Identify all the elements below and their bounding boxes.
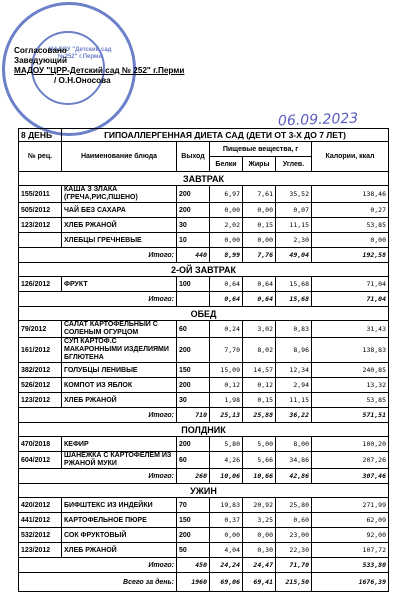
subtotal-calories: 307,46 (312, 469, 389, 484)
grand-total-calories: 1676,39 (312, 573, 389, 592)
approval-block (14, 46, 184, 86)
table-row (19, 203, 389, 218)
subtotal-carbs: 49,04 (276, 248, 312, 263)
protein-value: 15,09 (210, 363, 243, 378)
subtotal-protein: 25,13 (210, 408, 243, 423)
subtotal-output: 710 (177, 408, 210, 423)
subtotal-label: Итого: (19, 558, 177, 573)
calories-value: 13,32 (312, 378, 389, 393)
output-value: 150 (177, 363, 210, 378)
section-row (19, 484, 389, 498)
recipe-number: 526/2012 (19, 378, 62, 393)
fat-value: 0,00 (243, 203, 276, 218)
calories-value: 71,04 (312, 277, 389, 292)
section-row (19, 423, 389, 437)
subtotal-label: Итого: (19, 408, 177, 423)
recipe-number: 161/2012 (19, 338, 62, 363)
subtotal-output: 440 (177, 248, 210, 263)
dish-name: САЛАТ КАРТОФЕЛЬНЫЙ С СОЛЕНЫМ ОГУРЦОМ (62, 321, 177, 338)
subtotal-label: Итого: (19, 292, 177, 307)
carbs-value: 12,34 (276, 363, 312, 378)
subtotal-row (19, 292, 389, 307)
fat-value: 3,02 (243, 321, 276, 338)
table-row (19, 321, 389, 338)
header-carbs: Углев. (276, 157, 312, 172)
subtotal-carbs: 42,86 (276, 469, 312, 484)
calories-value: 53,85 (312, 218, 389, 233)
subtotal-carbs: 71,70 (276, 558, 312, 573)
calories-value: 240,85 (312, 363, 389, 378)
subtotal-fat: 0,64 (243, 292, 276, 307)
grand-total-label: Всего за день: (19, 573, 177, 592)
dish-name: БИФШТЕКС ИЗ ИНДЕЙКИ (62, 498, 177, 513)
carbs-value: 22,30 (276, 543, 312, 558)
calories-value: 0,27 (312, 203, 389, 218)
subtotal-protein: 10,06 (210, 469, 243, 484)
subtotal-calories: 71,04 (312, 292, 389, 307)
section-title: ПОЛДНИК (19, 423, 389, 437)
calories-value: 31,43 (312, 321, 389, 338)
fat-value: 20,92 (243, 498, 276, 513)
protein-value: 7,70 (210, 338, 243, 363)
recipe-number: 126/2012 (19, 277, 62, 292)
fat-value: 0,15 (243, 218, 276, 233)
table-row (19, 452, 389, 469)
carbs-value: 23,00 (276, 528, 312, 543)
protein-value: 0,24 (210, 321, 243, 338)
header-recipe: № рец. (19, 142, 62, 172)
dish-name: СУП КАРТОФ.С МАКАРОННЫМИ ИЗДЕЛИЯМИ БГЛЮТЕНА (62, 338, 177, 363)
table-row (19, 513, 389, 528)
output-value: 30 (177, 393, 210, 408)
carbs-value: 34,86 (276, 452, 312, 469)
protein-value: 2,02 (210, 218, 243, 233)
fat-value: 3,25 (243, 513, 276, 528)
calories-value: 107,72 (312, 543, 389, 558)
subtotal-calories: 192,58 (312, 248, 389, 263)
approval-line-4: / О.Н.Оносова (54, 76, 111, 85)
protein-value: 1,98 (210, 393, 243, 408)
output-value: 200 (177, 378, 210, 393)
protein-value: 5,80 (210, 437, 243, 452)
recipe-number: 532/2012 (19, 528, 62, 543)
section-row (19, 307, 389, 321)
fat-value: 0,00 (243, 233, 276, 248)
carbs-value: 8,96 (276, 338, 312, 363)
protein-value: 6,97 (210, 186, 243, 203)
carbs-value: 0,83 (276, 321, 312, 338)
output-value: 10 (177, 233, 210, 248)
dish-name: КОМПОТ ИЗ ЯБЛОК (62, 378, 177, 393)
dish-name: КАША З ЗЛАКА (ГРЕЧА,РИС,ПШЕНО) (62, 186, 177, 203)
dish-name: ХЛЕБ РЖАНОЙ (62, 218, 177, 233)
header-fat: Жиры (243, 157, 276, 172)
recipe-number: 505/2012 (19, 203, 62, 218)
fat-value: 0,15 (243, 393, 276, 408)
subtotal-row (19, 469, 389, 484)
section-title: ЗАВТРАК (19, 172, 389, 186)
dish-name: КЕФИР (62, 437, 177, 452)
carbs-value: 11,15 (276, 218, 312, 233)
protein-value: 0,12 (210, 378, 243, 393)
header-dish: Наименование блюда (62, 142, 177, 172)
subtotal-carbs: 15,68 (276, 292, 312, 307)
approval-line-2: Заведующий (14, 56, 67, 65)
output-value: 150 (177, 513, 210, 528)
subtotal-calories: 571,51 (312, 408, 389, 423)
output-value: 60 (177, 321, 210, 338)
dish-name: ЧАЙ БЕЗ САХАРА (62, 203, 177, 218)
subtotal-fat: 24,47 (243, 558, 276, 573)
output-value: 200 (177, 528, 210, 543)
subtotal-protein: 8,99 (210, 248, 243, 263)
output-value: 200 (177, 203, 210, 218)
fat-value: 7,61 (243, 186, 276, 203)
header-calories: Калории, ккал (312, 142, 389, 172)
protein-value: 4,26 (210, 452, 243, 469)
seal-text: МАДОУ "Детский сад №252" г.Перми (48, 47, 112, 60)
recipe-number: 420/2012 (19, 498, 62, 513)
dish-name: КАРТОФЕЛЬНОЕ ПЮРЕ (62, 513, 177, 528)
subtotal-row (19, 248, 389, 263)
subtotal-fat: 7,76 (243, 248, 276, 263)
header-row (19, 142, 389, 157)
section-row (19, 263, 389, 277)
table-row (19, 393, 389, 408)
day-label: 8 ДЕНЬ (19, 129, 62, 142)
subtotal-carbs: 36,22 (276, 408, 312, 423)
calories-value: 62,09 (312, 513, 389, 528)
subtotal-row (19, 408, 389, 423)
carbs-value: 2,30 (276, 233, 312, 248)
calories-value: 207,26 (312, 452, 389, 469)
table-row (19, 277, 389, 292)
table-row (19, 543, 389, 558)
calories-value: 271,99 (312, 498, 389, 513)
recipe-number: 382/2012 (19, 363, 62, 378)
subtotal-output: 450 (177, 558, 210, 573)
header-protein: Белки (210, 157, 243, 172)
carbs-value: 35,52 (276, 186, 312, 203)
calories-value: 138,83 (312, 338, 389, 363)
subtotal-row (19, 558, 389, 573)
recipe-number: 123/2012 (19, 543, 62, 558)
dish-name: ГОЛУБЦЫ ЛЕНИВЫЕ (62, 363, 177, 378)
subtotal-output: 260 (177, 469, 210, 484)
section-title: 2-ОЙ ЗАВТРАК (19, 263, 389, 277)
carbs-value: 2,94 (276, 378, 312, 393)
table-row (19, 498, 389, 513)
output-value: 200 (177, 338, 210, 363)
fat-value: 5,00 (243, 437, 276, 452)
recipe-number: 604/2012 (19, 452, 62, 469)
subtotal-fat: 25,88 (243, 408, 276, 423)
dish-name: ХЛЕБ РЖАНОЙ (62, 393, 177, 408)
output-value: 200 (177, 437, 210, 452)
section-row (19, 172, 389, 186)
calories-value: 138,46 (312, 186, 389, 203)
approval-line-3: МАДОУ "ЦРР-Детский сад № 252" г.Перми (14, 66, 185, 75)
protein-value: 0,37 (210, 513, 243, 528)
output-value: 50 (177, 543, 210, 558)
recipe-number (19, 233, 62, 248)
recipe-number: 470/2018 (19, 437, 62, 452)
carbs-value: 0,07 (276, 203, 312, 218)
output-value: 200 (177, 186, 210, 203)
section-title: УЖИН (19, 484, 389, 498)
protein-value: 0,00 (210, 203, 243, 218)
table-row (19, 437, 389, 452)
calories-value: 0,00 (312, 233, 389, 248)
subtotal-protein: 0,64 (210, 292, 243, 307)
fat-value: 8,02 (243, 338, 276, 363)
grand-total-carbs: 215,50 (276, 573, 312, 592)
calories-value: 100,20 (312, 437, 389, 452)
approval-line-1: Согласовано (14, 46, 67, 55)
subtotal-label: Итого: (19, 469, 177, 484)
carbs-value: 25,80 (276, 498, 312, 513)
header-output: Выход (177, 142, 210, 172)
header-nutrients: Пищевые вещества, г (210, 142, 312, 157)
table-row (19, 186, 389, 203)
recipe-number: 123/2012 (19, 218, 62, 233)
subtotal-fat: 10,66 (243, 469, 276, 484)
table-title: ГИПОАЛЛЕРГЕННАЯ ДИЕТА САД (ДЕТИ ОТ 3-Х ДО 7 ЛЕТ) (62, 129, 389, 142)
table-row (19, 528, 389, 543)
protein-value: 19,83 (210, 498, 243, 513)
subtotal-label: Итого: (19, 248, 177, 263)
fat-value: 0,00 (243, 528, 276, 543)
subtotal-output (177, 292, 210, 307)
protein-value: 4,04 (210, 543, 243, 558)
table-row (19, 378, 389, 393)
recipe-number: 79/2012 (19, 321, 62, 338)
calories-value: 53,85 (312, 393, 389, 408)
section-title: ОБЕД (19, 307, 389, 321)
recipe-number: 155/2011 (19, 186, 62, 203)
recipe-number: 441/2012 (19, 513, 62, 528)
grand-total-fat: 69,41 (243, 573, 276, 592)
carbs-value: 0,60 (276, 513, 312, 528)
grand-total-output: 1960 (177, 573, 210, 592)
table-row (19, 218, 389, 233)
subtotal-protein: 24,24 (210, 558, 243, 573)
handwritten-date: 06.09.2023 (277, 110, 359, 130)
recipe-number: 123/2012 (19, 393, 62, 408)
output-value: 100 (177, 277, 210, 292)
fat-value: 14,57 (243, 363, 276, 378)
protein-value: 0,64 (210, 277, 243, 292)
output-value: 70 (177, 498, 210, 513)
table-row (19, 363, 389, 378)
fat-value: 5,66 (243, 452, 276, 469)
grand-total-protein: 69,06 (210, 573, 243, 592)
carbs-value: 8,00 (276, 437, 312, 452)
table-row (19, 338, 389, 363)
protein-value: 0,00 (210, 528, 243, 543)
dish-name: СОК ФРУКТОВЫЙ (62, 528, 177, 543)
dish-name: ФРУКТ (62, 277, 177, 292)
grand-total-row (19, 573, 389, 592)
output-value: 30 (177, 218, 210, 233)
subtotal-calories: 533,80 (312, 558, 389, 573)
dish-name: ХЛЕБЦЫ ГРЕЧНЕВЫЕ (62, 233, 177, 248)
dish-name: ШАНЕЖКА С КАРТОФЕЛЕМ ИЗ РЖАНОЙ МУКИ (62, 452, 177, 469)
carbs-value: 11,15 (276, 393, 312, 408)
fat-value: 0,30 (243, 543, 276, 558)
output-value: 60 (177, 452, 210, 469)
dish-name: ХЛЕБ РЖАНОЙ (62, 543, 177, 558)
protein-value: 0,00 (210, 233, 243, 248)
table-row (19, 233, 389, 248)
carbs-value: 15,68 (276, 277, 312, 292)
fat-value: 0,64 (243, 277, 276, 292)
menu-table (18, 128, 389, 592)
title-row (19, 129, 389, 142)
fat-value: 0,12 (243, 378, 276, 393)
calories-value: 92,00 (312, 528, 389, 543)
